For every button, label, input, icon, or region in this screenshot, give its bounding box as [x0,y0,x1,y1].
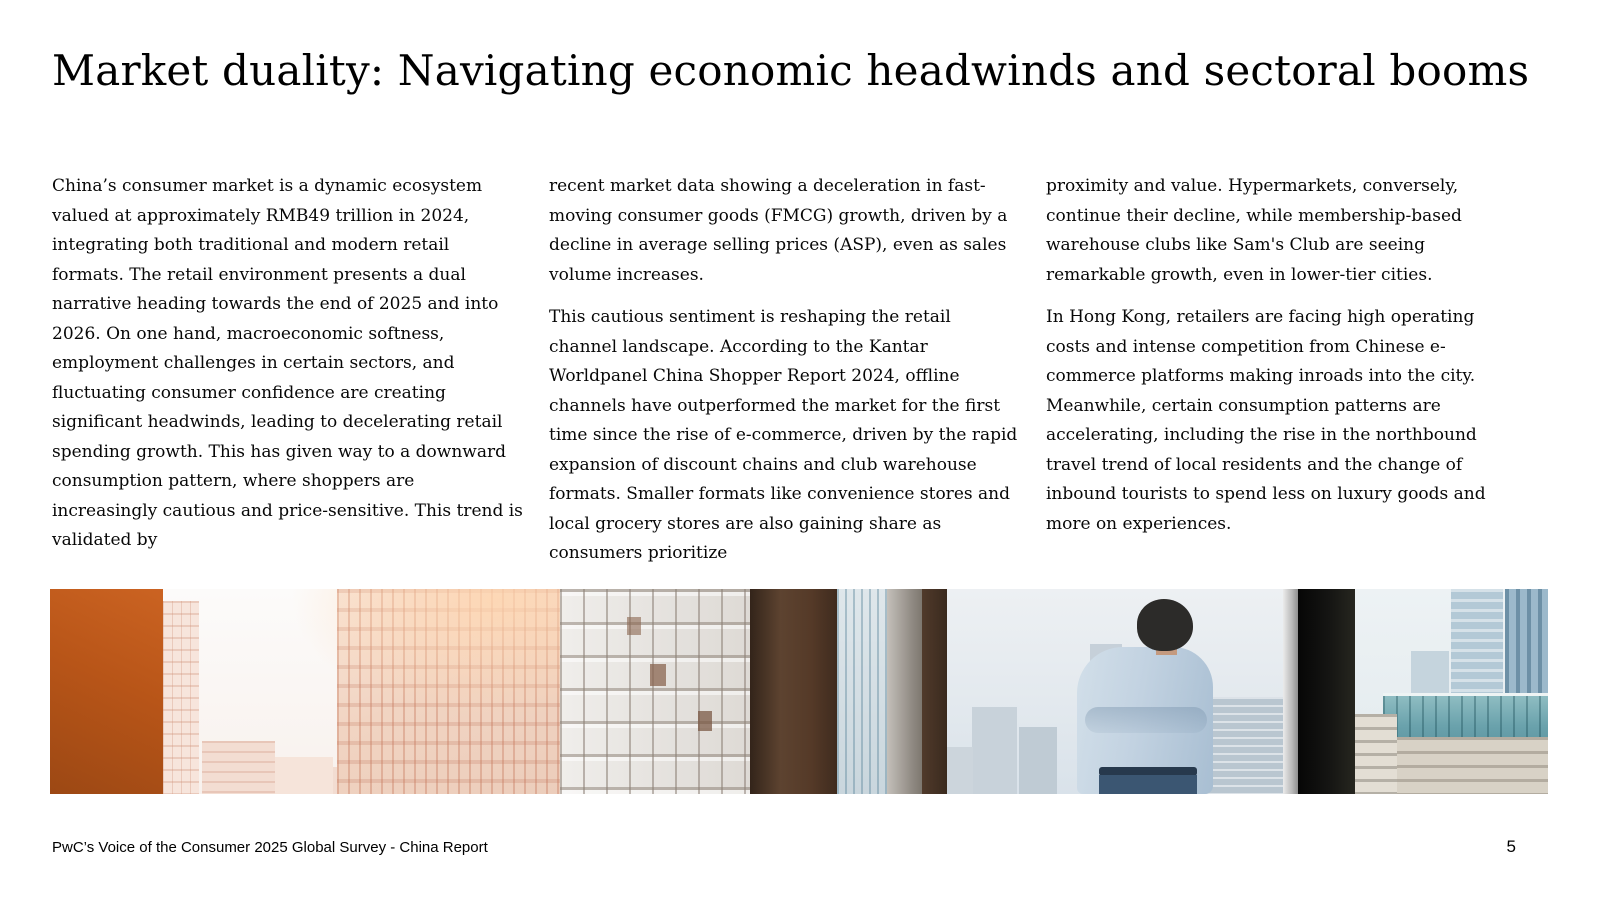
footer-source: PwC’s Voice of the Consumer 2025 Global Survey - China Report [52,839,488,856]
photo-dark-window-pillar [1298,589,1355,794]
page-title: Market duality: Navigating economic headwinds and sectoral booms [52,46,1530,95]
photo-window-view [947,589,1283,794]
photo-orange-wall [50,589,163,794]
text-column-3 [1046,172,1518,582]
paragraph: recent market data showing a deceleration in fast-moving consumer goods (FMCG) growth, driven by a decline in average selling prices (ASP), even as sales volume increases. [549,176,1008,285]
photo-skyline-building [1019,727,1057,794]
hero-photo [50,589,1548,794]
photo-hazy-tower [163,601,199,794]
photo-window-panel [650,664,666,686]
photo-window-frame-pillar [750,589,837,794]
photo-low-rise-building [275,757,333,794]
photo-window-panel [698,711,712,731]
body-columns [52,172,1518,582]
paragraph: proximity and value. Hypermarkets, conversely, continue their decline, while membership-based warehouse clubs like Sam's Club are seeing remarkable growth, even in lower-tier cities. [1046,176,1462,285]
photo-window-frame-pillar [887,589,922,794]
photo-low-rise-building [202,741,275,794]
paragraph: In Hong Kong, retailers are facing high operating costs and intense competition from Chinese e-commerce platforms making inroads into the city. Meanwhile, certain consumption patterns are accelerating, including the rise in the northbound travel trend of local residents and the change of inbound tourists to spend less on luxury goods and more on experiences. [1046,307,1486,534]
photo-man-jeans [1099,775,1197,794]
photo-beige-building [1379,737,1548,794]
footer-page-number: 5 [1506,837,1516,856]
photo-window-panel [627,617,641,635]
paragraph: China’s consumer market is a dynamic ecosystem valued at approximately RMB49 trillion in 2024, integrating both traditional and modern retail formats. The retail environment presents a dual narrative heading towards the end of 2025 and into 2026. On one hand, macroeconomic softness, employment challenges in certain sectors, and fluctuating consumer confidence are creating significant headwinds, leading to decelerating retail spending growth. This has given way to a downward consumption pattern, where shoppers are increasingly cautious and price-sensitive. This trend is validated by [52,176,523,550]
photo-glass-reflection [837,589,887,794]
photo-skyline-building [972,707,1017,794]
photo-window-frame-pillar [922,589,947,794]
photo-right-cityscape [1355,589,1548,794]
text-column-1 [52,172,524,582]
text-column-2 [549,172,1021,582]
photo-skyline-building [947,747,973,794]
photo-man-crossed-arms [1085,707,1207,733]
photo-skyline-building [1202,697,1283,794]
photo-glass-edge [1283,589,1298,794]
photo-beige-building [1355,714,1397,794]
photo-office-tower-facade [560,589,750,794]
photo-man-head [1137,599,1193,651]
paragraph: This cautious sentiment is reshaping the retail channel landscape. According to the Kantar Worldpanel China Shopper Report 2024, offline channels have outperformed the market for the first time since the rise of e-commerce, driven by the rapid expansion of discount chains and club warehouse formats. Smaller formats like convenience stores and local grocery stores are also gaining share as consumers prioritize [549,307,1018,563]
